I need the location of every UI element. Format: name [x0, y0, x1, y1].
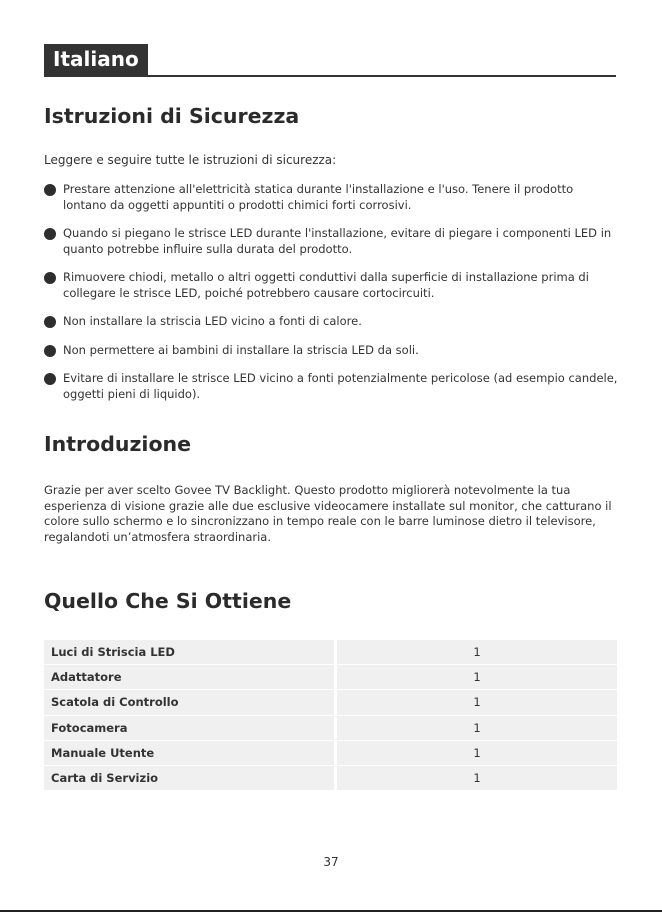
safety-list — [44, 182, 618, 415]
item-quantity: 1 — [337, 690, 617, 715]
safety-item-text: Non installare la striscia LED vicino a fonti di calore. — [63, 314, 362, 328]
item-quantity: 1 — [337, 741, 617, 766]
item-name: Manuale Utente — [44, 741, 334, 766]
safety-intro: Leggere e seguire tutte le istruzioni di sicurezza: — [44, 153, 337, 167]
introduction-heading: Introduzione — [44, 432, 192, 456]
item-name: Scatola di Controllo — [44, 690, 334, 715]
item-name: Adattatore — [44, 665, 334, 690]
safety-item — [44, 343, 618, 359]
safety-heading: Istruzioni di Sicurezza — [44, 104, 300, 128]
item-name: Fotocamera — [44, 716, 334, 741]
safety-item — [44, 182, 618, 213]
item-name: Luci di Striscia LED — [44, 640, 334, 665]
item-quantity: 1 — [337, 716, 617, 741]
safety-item — [44, 270, 618, 301]
item-quantity: 1 — [337, 640, 617, 665]
safety-item-text: Non permettere ai bambini di installare la striscia LED da soli. — [63, 342, 419, 357]
language-label: Italiano — [44, 44, 148, 75]
contents-heading: Quello Che Si Ottiene — [44, 589, 292, 613]
table-row — [44, 741, 617, 766]
table-row — [44, 766, 617, 791]
bullet-dot-icon — [44, 373, 56, 385]
language-header-bar — [44, 44, 616, 77]
safety-item — [44, 226, 618, 257]
safety-item-text: Prestare attenzione all'elettricità statica durante l'installazione e l'uso. Tenere il prodotto lontano da oggetti appuntiti o prodotti chimici forti corrosivi. — [63, 182, 574, 212]
safety-item-text: Quando si piegano le strisce LED durante l'installazione, evitare di piegare i componenti LED in quanto potrebbe influire sulla durata del prodotto. — [63, 226, 612, 256]
bullet-dot-icon — [44, 272, 56, 284]
table-row — [44, 665, 617, 690]
table-row — [44, 640, 617, 665]
bullet-dot-icon — [44, 184, 56, 196]
bottom-divider — [0, 910, 662, 912]
item-quantity: 1 — [337, 665, 617, 690]
safety-item-text: Rimuovere chiodi, metallo o altri oggetti conduttivi dalla superficie di installazione prima di collegare le strisce LED, poiché potrebbero causare cortocircuiti. — [63, 270, 589, 300]
contents-table — [44, 640, 617, 791]
bullet-dot-icon — [44, 316, 56, 328]
safety-item — [44, 314, 618, 330]
page-number: 37 — [323, 855, 339, 869]
safety-item-text: Evitare di installare le strisce LED vicino a fonti potenzialmente pericolose (ad esempio candele, oggetti pieni di liquido). — [63, 371, 618, 401]
bullet-dot-icon — [44, 228, 56, 240]
safety-item — [44, 371, 618, 402]
item-quantity: 1 — [337, 766, 617, 791]
item-name: Carta di Servizio — [44, 766, 334, 791]
table-row — [44, 716, 617, 741]
introduction-text: Grazie per aver scelto Govee TV Backlight. Questo prodotto migliorerà notevolmente la tua esperienza di visione grazie alle due esclusive videocamere installate sul monitor, che catturano il colore sullo schermo e lo sincronizzano in tempo reale con le barre luminose dietro il televisore, regalandoti un’atmosfera straordinaria. — [44, 483, 612, 544]
table-row — [44, 690, 617, 715]
bullet-dot-icon — [44, 345, 56, 357]
